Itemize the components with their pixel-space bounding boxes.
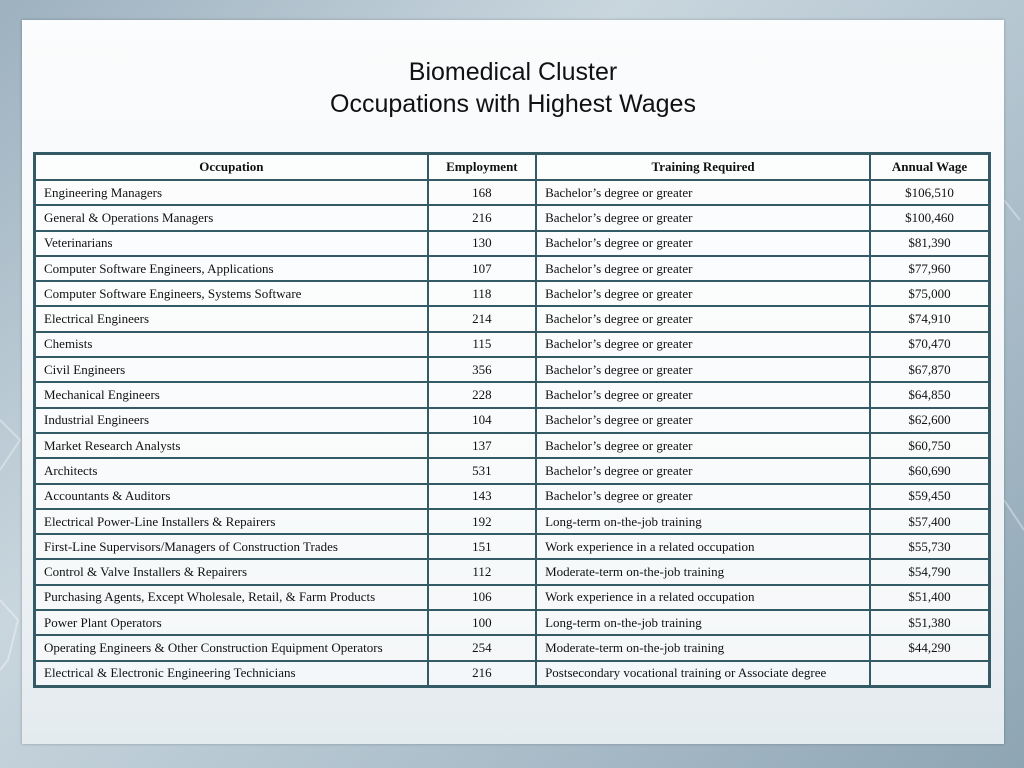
cell-training-required: Bachelor’s degree or greater xyxy=(536,306,870,331)
cell-occupation: Electrical Engineers xyxy=(35,306,428,331)
table-row xyxy=(35,610,990,635)
cell-annual-wage: $74,910 xyxy=(870,306,989,331)
cell-occupation: Industrial Engineers xyxy=(35,408,428,433)
table-row xyxy=(35,635,990,660)
cell-employment: 115 xyxy=(428,332,536,357)
cell-training-required: Bachelor’s degree or greater xyxy=(536,180,870,205)
cell-employment: 214 xyxy=(428,306,536,331)
cell-training-required: Moderate-term on-the-job training xyxy=(536,559,870,584)
table-row xyxy=(35,205,990,230)
cell-occupation: Civil Engineers xyxy=(35,357,428,382)
table-row xyxy=(35,509,990,534)
table-row xyxy=(35,408,990,433)
cell-annual-wage: $55,730 xyxy=(870,534,989,559)
cell-annual-wage: $106,510 xyxy=(870,180,989,205)
table-row xyxy=(35,585,990,610)
cell-employment: 216 xyxy=(428,661,536,687)
cell-occupation: Architects xyxy=(35,458,428,483)
cell-employment: 531 xyxy=(428,458,536,483)
table-row xyxy=(35,281,990,306)
cell-employment: 112 xyxy=(428,559,536,584)
cell-occupation: Electrical Power-Line Installers & Repairers xyxy=(35,509,428,534)
cell-occupation: Mechanical Engineers xyxy=(35,382,428,407)
cell-employment: 228 xyxy=(428,382,536,407)
cell-occupation: Power Plant Operators xyxy=(35,610,428,635)
table-row xyxy=(35,306,990,331)
cell-training-required: Work experience in a related occupation xyxy=(536,534,870,559)
occupations-table xyxy=(33,152,991,688)
cell-employment: 104 xyxy=(428,408,536,433)
cell-occupation: First-Line Supervisors/Managers of Construction Trades xyxy=(35,534,428,559)
cell-annual-wage: $81,390 xyxy=(870,231,989,256)
cell-occupation: Chemists xyxy=(35,332,428,357)
cell-occupation: General & Operations Managers xyxy=(35,205,428,230)
table-row xyxy=(35,256,990,281)
cell-training-required: Bachelor’s degree or greater xyxy=(536,408,870,433)
slide xyxy=(22,20,1004,744)
cell-employment: 168 xyxy=(428,180,536,205)
table-row xyxy=(35,382,990,407)
cell-training-required: Bachelor’s degree or greater xyxy=(536,484,870,509)
cell-annual-wage: $51,400 xyxy=(870,585,989,610)
cell-employment: 216 xyxy=(428,205,536,230)
cell-annual-wage: $57,400 xyxy=(870,509,989,534)
cell-annual-wage: $44,290 xyxy=(870,635,989,660)
cell-training-required: Bachelor’s degree or greater xyxy=(536,256,870,281)
cell-annual-wage xyxy=(870,661,989,687)
cell-training-required: Bachelor’s degree or greater xyxy=(536,281,870,306)
slide-title xyxy=(22,56,1004,120)
cell-annual-wage: $70,470 xyxy=(870,332,989,357)
table-header-row xyxy=(35,154,990,181)
table-row xyxy=(35,332,990,357)
cell-annual-wage: $60,750 xyxy=(870,433,989,458)
table-row xyxy=(35,458,990,483)
cell-training-required: Bachelor’s degree or greater xyxy=(536,458,870,483)
cell-annual-wage: $59,450 xyxy=(870,484,989,509)
cell-training-required: Bachelor’s degree or greater xyxy=(536,332,870,357)
cell-employment: 106 xyxy=(428,585,536,610)
header-training-required: Training Required xyxy=(536,154,870,181)
cell-training-required: Moderate-term on-the-job training xyxy=(536,635,870,660)
cell-occupation: Market Research Analysts xyxy=(35,433,428,458)
cell-annual-wage: $77,960 xyxy=(870,256,989,281)
cell-occupation: Purchasing Agents, Except Wholesale, Retail, & Farm Products xyxy=(35,585,428,610)
cell-employment: 118 xyxy=(428,281,536,306)
cell-annual-wage: $62,600 xyxy=(870,408,989,433)
cell-annual-wage: $64,850 xyxy=(870,382,989,407)
cell-training-required: Bachelor’s degree or greater xyxy=(536,382,870,407)
cell-occupation: Control & Valve Installers & Repairers xyxy=(35,559,428,584)
cell-training-required: Bachelor’s degree or greater xyxy=(536,205,870,230)
cell-occupation: Electrical & Electronic Engineering Technicians xyxy=(35,661,428,687)
cell-employment: 254 xyxy=(428,635,536,660)
cell-training-required: Work experience in a related occupation xyxy=(536,585,870,610)
cell-annual-wage: $60,690 xyxy=(870,458,989,483)
cell-occupation: Accountants & Auditors xyxy=(35,484,428,509)
cell-annual-wage: $75,000 xyxy=(870,281,989,306)
cell-training-required: Long-term on-the-job training xyxy=(536,610,870,635)
cell-occupation: Operating Engineers & Other Construction Equipment Operators xyxy=(35,635,428,660)
cell-employment: 130 xyxy=(428,231,536,256)
cell-employment: 151 xyxy=(428,534,536,559)
cell-employment: 356 xyxy=(428,357,536,382)
cell-occupation: Computer Software Engineers, Systems Software xyxy=(35,281,428,306)
cell-annual-wage: $51,380 xyxy=(870,610,989,635)
title-line-2: Occupations with Highest Wages xyxy=(330,90,696,118)
cell-annual-wage: $54,790 xyxy=(870,559,989,584)
table-row xyxy=(35,180,990,205)
table-row xyxy=(35,661,990,687)
cell-employment: 143 xyxy=(428,484,536,509)
cell-training-required: Long-term on-the-job training xyxy=(536,509,870,534)
table-row xyxy=(35,357,990,382)
cell-occupation: Computer Software Engineers, Applications xyxy=(35,256,428,281)
cell-annual-wage: $100,460 xyxy=(870,205,989,230)
header-occupation: Occupation xyxy=(35,154,428,181)
title-line-1: Biomedical Cluster xyxy=(408,58,618,86)
cell-occupation: Veterinarians xyxy=(35,231,428,256)
cell-annual-wage: $67,870 xyxy=(870,357,989,382)
table-row xyxy=(35,534,990,559)
cell-employment: 107 xyxy=(428,256,536,281)
table-body xyxy=(35,180,990,686)
cell-employment: 137 xyxy=(428,433,536,458)
cell-employment: 100 xyxy=(428,610,536,635)
cell-training-required: Postsecondary vocational training or Associate degree xyxy=(536,661,870,687)
cell-training-required: Bachelor’s degree or greater xyxy=(536,231,870,256)
table-row xyxy=(35,559,990,584)
header-employment: Employment xyxy=(428,154,536,181)
table-row xyxy=(35,231,990,256)
cell-training-required: Bachelor’s degree or greater xyxy=(536,433,870,458)
cell-training-required: Bachelor’s degree or greater xyxy=(536,357,870,382)
table-row xyxy=(35,433,990,458)
cell-employment: 192 xyxy=(428,509,536,534)
cell-occupation: Engineering Managers xyxy=(35,180,428,205)
table-row xyxy=(35,484,990,509)
header-annual-wage: Annual Wage xyxy=(870,154,989,181)
